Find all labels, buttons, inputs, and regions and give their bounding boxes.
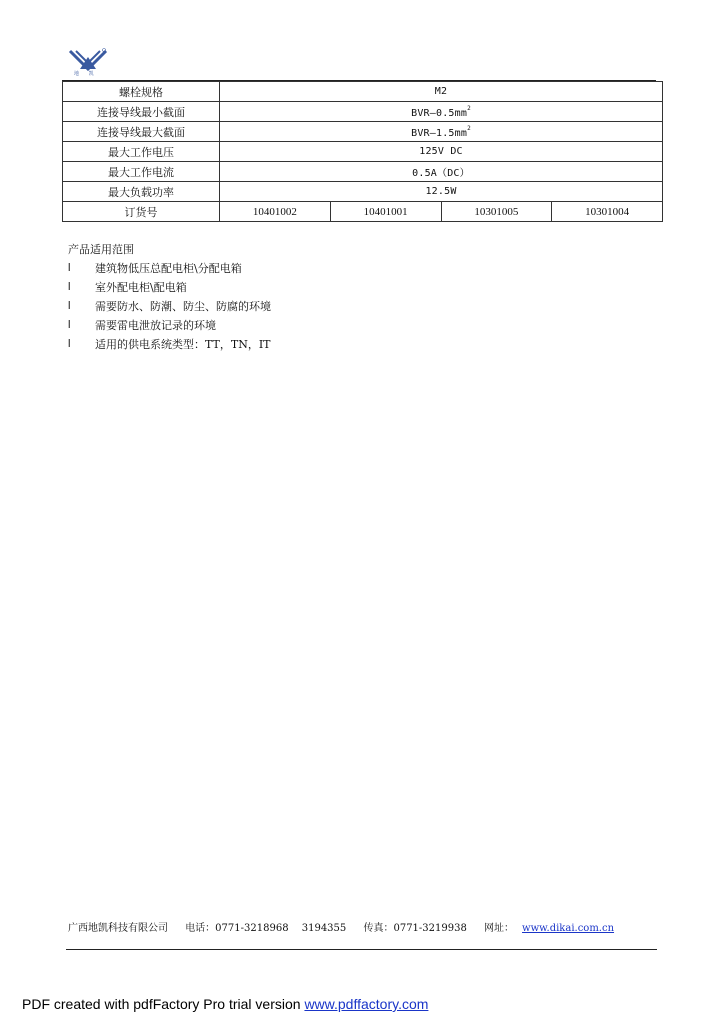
table-row	[63, 162, 663, 182]
footer-company: 广西地凯科技有限公司	[68, 923, 168, 934]
order-code: 10301005	[441, 202, 552, 222]
spec-value: M2	[220, 82, 663, 102]
list-item: l 建筑物低压总配电柜\分配电箱	[68, 259, 271, 278]
spec-value: $BVR—0.5mm^2$	[220, 102, 663, 122]
applications-title: 产品适用范围	[68, 243, 134, 256]
page-footer	[68, 919, 614, 934]
order-code: 10401001	[330, 202, 441, 222]
applications-section	[68, 240, 271, 354]
table-row	[63, 102, 663, 122]
spec-label: 连接导线最大截面	[63, 122, 220, 142]
list-item: l 需要防水、防潮、防尘、防腐的环境	[68, 297, 271, 316]
footer-fax: 传真：0771-3219938	[363, 923, 467, 934]
bullet-icon: l	[68, 319, 71, 331]
bullet-icon: l	[68, 300, 71, 312]
banner-link[interactable]: www.pdffactory.com	[304, 996, 429, 1012]
logo-caption: 地 凯	[74, 71, 98, 77]
footer-web-label: 网址：	[484, 923, 515, 934]
table-row	[63, 82, 663, 102]
table-row	[63, 182, 663, 202]
spec-value: 0.5A（DC）	[220, 162, 663, 182]
order-code: 10401002	[220, 202, 331, 222]
spec-value: $BVR—1.5mm^2$	[220, 122, 663, 142]
spec-label: 最大工作电压	[63, 142, 220, 162]
footer-rule	[66, 949, 657, 950]
pdf-banner	[22, 996, 428, 1012]
spec-label: 螺栓规格	[63, 82, 220, 102]
spec-value: 125V DC	[220, 142, 663, 162]
specs-table	[62, 81, 663, 222]
bullet-icon: l	[68, 338, 71, 350]
order-label: 订货号	[63, 202, 220, 222]
spec-value: 12.5W	[220, 182, 663, 202]
bullet-icon: l	[68, 281, 71, 293]
footer-web-link[interactable]: www.dikai.com.cn	[522, 923, 615, 934]
banner-text: PDF created with pdfFactory Pro trial version	[22, 996, 305, 1012]
table-row-order	[63, 202, 663, 222]
list-item: l 需要雷电泄放记录的环境	[68, 316, 271, 335]
spec-label: 最大负载功率	[63, 182, 220, 202]
list-item: l 室外配电柜\配电箱	[68, 278, 271, 297]
spec-label: 最大工作电流	[63, 162, 220, 182]
table-row	[63, 122, 663, 142]
footer-phone: 电话：0771-3218968 3194355	[185, 923, 347, 934]
list-item: l 适用的供电系统类型：TT，TN，IT	[68, 335, 271, 354]
table-row	[63, 142, 663, 162]
spec-label: 连接导线最小截面	[63, 102, 220, 122]
order-code: 10301004	[552, 202, 663, 222]
bullet-icon: l	[68, 262, 71, 274]
